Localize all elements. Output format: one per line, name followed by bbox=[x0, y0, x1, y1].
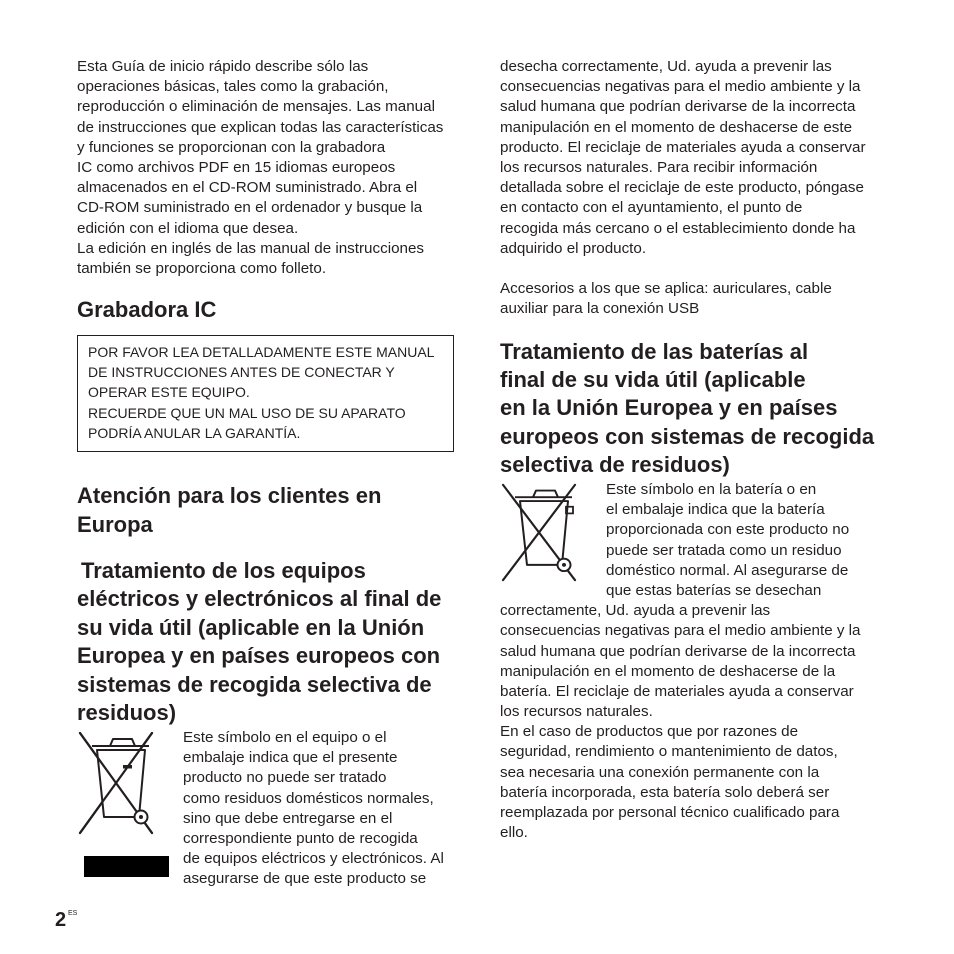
battery-line: proporcionada con este producto no bbox=[606, 521, 850, 539]
continuation-paragraph bbox=[500, 57, 866, 259]
intro-line: almacenados en el CD-ROM suministrado. Abra el bbox=[77, 179, 418, 197]
battery-description bbox=[500, 480, 861, 843]
intro-line: operaciones básicas, tales como la grabación, bbox=[77, 78, 389, 96]
heading-line: selectiva de residuos) bbox=[500, 451, 730, 477]
continuation-line: producto. El reciclaje de materiales ayuda a conservar bbox=[500, 138, 866, 156]
accessories-line: auxiliar para la conexión USB bbox=[500, 300, 700, 318]
weee-line: de equipos eléctricos y electrónicos. Al bbox=[183, 850, 444, 868]
intro-line: y funciones se proporcionan con la grabadora bbox=[77, 138, 386, 156]
heading-line: sistemas de recogida selectiva de bbox=[77, 671, 432, 697]
heading-line: eléctricos y electrónicos al final de bbox=[77, 586, 442, 612]
battery-line: manipulación en el momento de deshacerse de la bbox=[500, 662, 836, 680]
weee-line: como residuos domésticos normales, bbox=[183, 789, 434, 807]
continuation-line: en contacto con el ayuntamiento, el punto de bbox=[500, 199, 803, 217]
intro-line: La edición en inglés de las manual de instrucciones bbox=[77, 239, 424, 257]
continuation-line: salud humana que podrían derivarse de la incorrecta bbox=[500, 98, 856, 116]
battery-line: batería. El reciclaje de materiales ayuda a conservar bbox=[500, 682, 854, 700]
intro-line: de instrucciones que explican todas las características bbox=[77, 118, 444, 136]
battery-line: consecuencias negativas para el medio ambiente y la bbox=[500, 622, 861, 640]
warning-line: POR FAVOR LEA DETALLADAMENTE ESTE MANUAL bbox=[88, 344, 435, 360]
warning-line: OPERAR ESTE EQUIPO. bbox=[88, 384, 250, 401]
heading-line: en la Unión Europea y en países bbox=[500, 395, 838, 421]
intro-line: Esta Guía de inicio rápido describe sólo las bbox=[77, 58, 369, 75]
solid-black-bar bbox=[84, 856, 169, 877]
battery-line: correctamente, Ud. ayuda a prevenir las bbox=[500, 602, 771, 620]
intro-line: IC como archivos PDF en 15 idiomas europeos bbox=[77, 158, 396, 176]
warning-box bbox=[77, 335, 454, 452]
weee-line: sino que debe entregarse en el bbox=[183, 809, 393, 827]
heading-line: europeos con sistemas de recogida bbox=[500, 423, 875, 449]
heading-weee-treatment bbox=[77, 557, 441, 727]
battery-line: puede ser tratada como un residuo bbox=[606, 541, 842, 559]
battery-line: Este símbolo en la batería o en bbox=[606, 481, 817, 498]
continuation-line: consecuencias negativas para el medio ambiente y la bbox=[500, 78, 861, 96]
accessories-note bbox=[500, 279, 832, 319]
heading-attention-europe bbox=[77, 481, 381, 539]
page-number: 2 bbox=[55, 909, 67, 931]
heading-line: Europa bbox=[77, 512, 153, 537]
accessories-line: Accesorios a los que se aplica: auriculares, cable bbox=[500, 280, 832, 297]
heading-line: Atención para los clientes en bbox=[77, 483, 382, 508]
continuation-line: detallada sobre el reciclaje de este producto, póngase bbox=[500, 179, 864, 197]
weee-line: asegurarse de que este producto se bbox=[183, 870, 427, 888]
heading-line: final de su vida útil (aplicable bbox=[500, 367, 806, 393]
intro-line: edición con el idioma que desea. bbox=[77, 219, 299, 237]
battery-line: el embalaje indica que la batería bbox=[606, 501, 825, 519]
weee-line: producto no puede ser tratado bbox=[183, 769, 387, 787]
weee-line: correspondiente punto de recogida bbox=[183, 829, 418, 847]
battery-line: doméstico normal. Al asegurarse de bbox=[606, 561, 849, 579]
battery-line: En el caso de productos que por razones de bbox=[500, 723, 799, 741]
heading-battery-treatment bbox=[500, 338, 874, 479]
battery-line: los recursos naturales. bbox=[500, 703, 653, 721]
crossed-out-wheelie-bin-icon bbox=[77, 729, 155, 836]
warning-line: DE INSTRUCCIONES ANTES DE CONECTAR Y bbox=[88, 364, 395, 381]
warning-line: PODRÍA ANULAR LA GARANTÍA. bbox=[88, 424, 301, 441]
continuation-line: adquirido el producto. bbox=[500, 239, 647, 257]
heading-line: su vida útil (aplicable en la Unión bbox=[77, 614, 425, 640]
battery-line: que estas baterías se desechan bbox=[606, 581, 822, 599]
continuation-line: desecha correctamente, Ud. ayuda a prevenir las bbox=[500, 58, 832, 75]
page-language-code: ES bbox=[68, 910, 78, 917]
continuation-line: los recursos naturales. Para recibir información bbox=[500, 158, 818, 176]
battery-line: batería incorporada, esta batería solo deberá ser bbox=[500, 783, 830, 801]
heading-grabadora-ic: Grabadora IC bbox=[77, 297, 217, 322]
battery-line: salud humana que podrían derivarse de la incorrecta bbox=[500, 642, 856, 660]
weee-line: Este símbolo en el equipo o el bbox=[183, 729, 387, 746]
battery-line: reemplazada por personal técnico cualificado para bbox=[500, 804, 840, 821]
heading-line: Tratamiento de los equipos bbox=[81, 558, 366, 583]
continuation-line: manipulación en el momento de deshacerse de este bbox=[500, 118, 853, 136]
battery-line: seguridad, rendimiento o mantenimiento de datos, bbox=[500, 743, 838, 761]
battery-line: ello. bbox=[500, 824, 528, 842]
battery-line: sea necesaria una conexión permanente con la bbox=[500, 763, 820, 781]
heading-line: Europea y en países europeos con bbox=[77, 643, 441, 669]
intro-line: CD-ROM suministrado en el ordenador y busque la bbox=[77, 199, 423, 217]
intro-line: también se proporciona como folleto. bbox=[77, 259, 327, 277]
warning-line: RECUERDE QUE UN MAL USO DE SU APARATO bbox=[88, 404, 406, 421]
intro-paragraph bbox=[77, 57, 443, 279]
weee-description bbox=[183, 728, 444, 890]
heading-line: Tratamiento de las baterías al bbox=[500, 339, 809, 364]
continuation-line: recogida más cercano o el establecimiento donde ha bbox=[500, 219, 856, 237]
heading-line: residuos) bbox=[77, 700, 177, 726]
weee-line: embalaje indica que el presente bbox=[183, 749, 398, 767]
intro-line: reproducción o eliminación de mensajes. Las manual bbox=[77, 98, 435, 116]
